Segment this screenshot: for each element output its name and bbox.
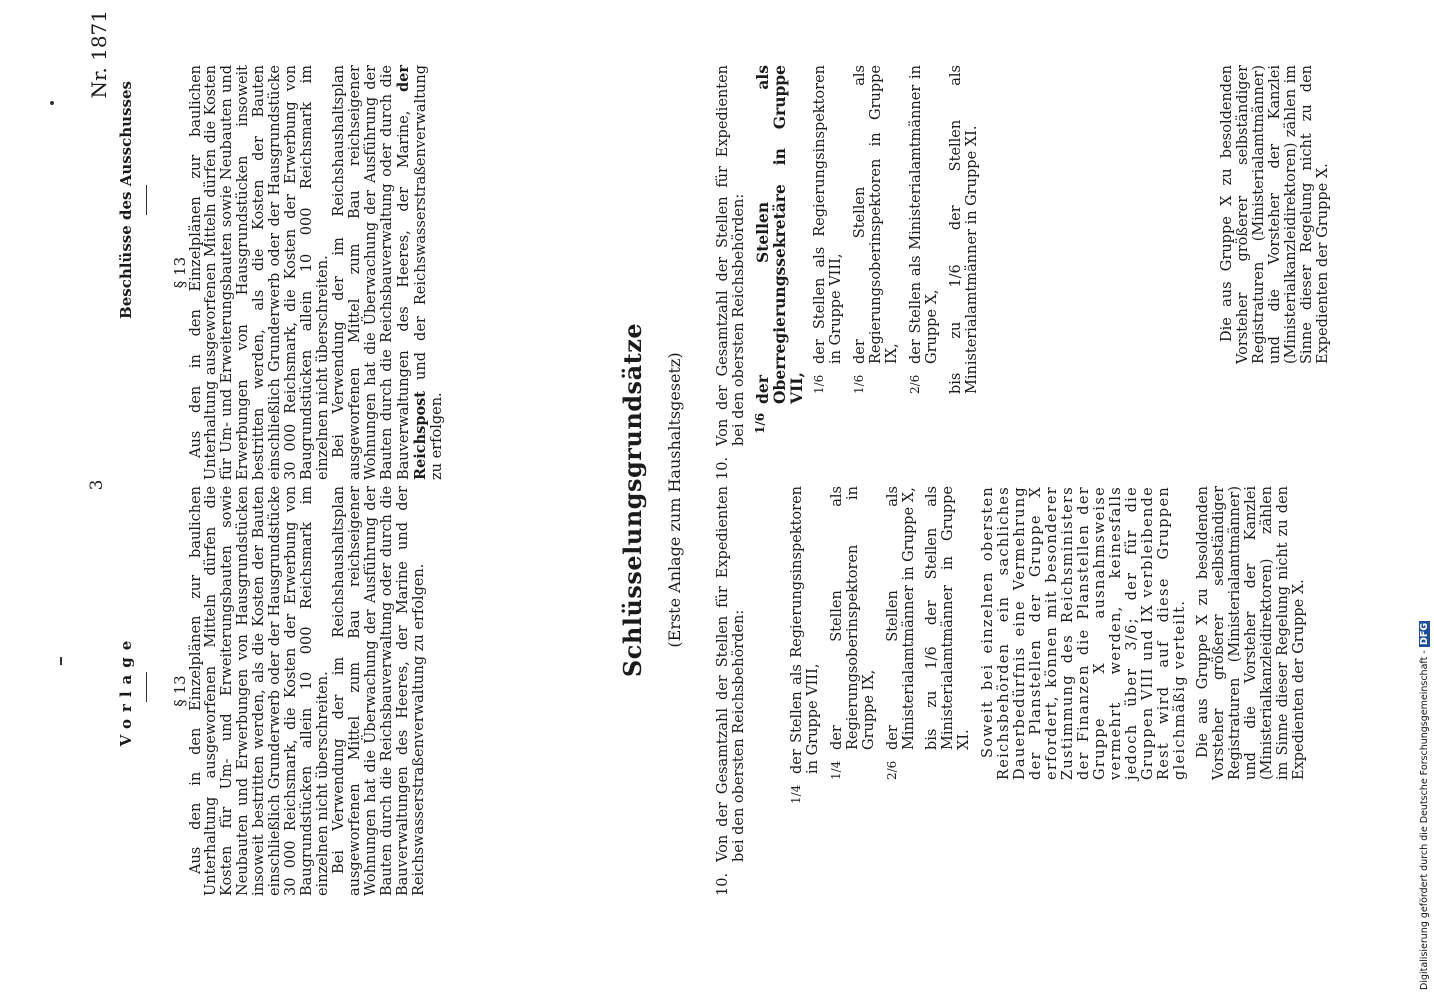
left-item-closing: Die aus Gruppe X zu besoldenden Vorsteher größerer selbständiger Registraturen (Ministerialamtmänner) und die Vorsteher der Kanzlei (Ministerialkanzleidirektoren) zählen im Sinne dieser Regelung nicht zu den Expedienten der Gruppe X. bbox=[1195, 486, 1308, 780]
credit-text: Digitalisierung gefördert durch die Deutsche Forschungsgemeinschaft - bbox=[1419, 647, 1430, 990]
beschluesse-paragraph-1: Aus den in den Einzelplänen zur baulichen Unterhaltung ausgeworfenen Mitteln dürfen die Kosten für Um- und Erweiterungsbauten sowie Neubauten und Erwerbungen von Hausgrundstücken insoweit bestritten werden, als die Kosten der Bauten einschließlich Grunderwerb oder der Hausgrundstücke 30 000 Reichsmark, die Kosten der Erwerbung von Baugrundstücken allein 10 000 Reichsmark im einzelnen nicht überschreiten. bbox=[187, 65, 331, 480]
dfg-logo: DFG bbox=[1419, 623, 1430, 646]
left-item-number: 10. bbox=[715, 872, 731, 896]
left-item-text: der Stellen als Regierungsoberinspektoren in Gruppe IX, bbox=[828, 486, 877, 750]
scan-speck bbox=[50, 101, 54, 105]
digitization-credit bbox=[1419, 8, 1433, 990]
left-item-fraction: 1/4 bbox=[788, 784, 803, 804]
right-item-fraction: 1/6 bbox=[851, 374, 866, 394]
right-item-row bbox=[949, 65, 981, 480]
beschluesse-section-title: § 13 bbox=[171, 256, 189, 289]
right-item-fraction: 1/6 bbox=[812, 374, 827, 394]
header-rule-left bbox=[146, 672, 147, 702]
left-item-10 bbox=[716, 486, 1308, 896]
right-item-fraction: 1/6 bbox=[752, 412, 767, 434]
right-item-10-intro bbox=[716, 65, 748, 480]
vorlage-column bbox=[172, 486, 428, 896]
right-item-text: der Stellen als Ministerialamtmänner in Gruppe X, bbox=[907, 65, 940, 364]
left-item-10-intro bbox=[716, 486, 748, 896]
beschluesse-paragraph-2-end: und der Reichswasserstraßenverwaltung zu erfolgen. bbox=[412, 64, 445, 480]
beschluesse-column bbox=[172, 65, 446, 480]
right-item-text: der Stellen als Oberregierungssekretäre in Gruppe VII, bbox=[752, 65, 806, 404]
left-item-row bbox=[830, 486, 878, 896]
left-item-text: der Stellen als Regierungsinspektoren in Gruppe VIII, bbox=[788, 486, 821, 774]
right-item-text: bis zu 1/6 der Stellen als Ministerialamtmänner in Gruppe XI. bbox=[947, 65, 980, 394]
beschluesse-paragraph-2-bold: der Reichspost bbox=[394, 65, 429, 480]
scan-speck bbox=[60, 657, 62, 665]
header-rule-right bbox=[146, 185, 147, 215]
left-item-fraction: 2/6 bbox=[884, 760, 899, 780]
document-subheading: (Erste Anlage zum Haushaltsgesetz) bbox=[665, 352, 684, 648]
right-item-number: 10. bbox=[715, 456, 731, 480]
left-item-text: bis zu 1/6 der Stellen als Ministerialamtmänner in Gruppe XI. bbox=[924, 486, 973, 750]
left-item-note: Soweit bei einzelnen obersten Reichsbehörden ein sachliches Dauerbedürfnis eine Vermehrung der Planstellen der Gruppe X erfordert, können mit besonderer Zustimmung des Reichsministers der Finanzen die Planstellen der Gruppe X ausnahmsweise vermehrt werden, keinesfalls jedoch über 3/6; der für die Gruppen VIII und IX verbleibende Rest wird auf diese Gruppen gleichmäßig verteilt. bbox=[980, 486, 1188, 780]
beschluesse-paragraph-2 bbox=[332, 65, 446, 480]
right-item-fraction: 2/6 bbox=[907, 374, 922, 394]
right-item-closing: Die aus Gruppe X zu besoldenden Vorsteher größerer selbständiger Registraturen (Ministerialamtmänner) und die Vorsteher der Kanzlei (Ministerialkanzleidirektoren) zählen im Sinne dieser Regelung nicht zu den Expedienten der Gruppe X. bbox=[1219, 65, 1332, 364]
vorlage-section-title: § 13 bbox=[171, 675, 189, 707]
document-heading: Schlüsselungsgrundsätze bbox=[618, 322, 647, 678]
vorlage-paragraph-2: Bei Verwendung der im Reichshaushaltsplan ausgeworfenen Mittel zum Bau reichseigener Wohnungen hat die Überwachung der Ausführung der Bauten durch die Reichsbauverwaltung oder durch die Bauverwaltungen des Heeres, der Marine und der Reichswasserstraßenverwaltung zu erfolgen. bbox=[330, 486, 427, 896]
document-number: Nr. 1871 bbox=[87, 10, 111, 99]
header-vorlage: Vorlage bbox=[117, 633, 135, 747]
right-item-intro-text: Von der Gesamtzahl der Stellen für Expedienten bei den obersten Reichsbehörden: bbox=[715, 65, 747, 446]
beschluesse-paragraph-2-start: Bei Verwendung der im Reichshaushaltsplan ausgeworfenen Mittel zum Bau reichseigener Wohnungen hat die Überwachung der Ausführung der Bauten durch die Reichsbauverwaltung oder durch die Bauverwaltungen des Heeres, der Marine, bbox=[330, 65, 412, 480]
right-item-row-bold bbox=[754, 65, 805, 480]
right-item-row bbox=[909, 65, 941, 480]
left-item-text: der Stellen als Ministerialamtmänner in Gruppe X, bbox=[884, 486, 917, 750]
right-item-text: der Stellen als Regierungsinspektoren in Gruppe VIII, bbox=[812, 65, 844, 364]
left-item-row bbox=[790, 486, 822, 896]
left-item-intro-text: Von der Gesamtzahl der Stellen für Expedienten bei den obersten Reichsbehörden: bbox=[715, 486, 747, 862]
right-item-10 bbox=[716, 65, 1332, 480]
left-item-row bbox=[886, 486, 918, 896]
left-item-row bbox=[925, 486, 973, 896]
page-number: 3 bbox=[87, 479, 107, 491]
right-item-text: der Stellen als Regierungsoberinspektoren in Gruppe IX, bbox=[851, 65, 900, 364]
right-item-row bbox=[853, 65, 901, 480]
left-item-fraction: 1/4 bbox=[828, 760, 843, 780]
vorlage-paragraph-1: Aus den in den Einzelplänen zur baulichen Unterhaltung ausgeworfenen Mitteln dürfen die Kosten für Um- und Erweiterungsbauten sowie Neubauten und Erwerbungen von Hausgrundstücken insoweit bestritten werden, als die Kosten der Bauten einschließlich Grunderwerb oder der Hausgrundstücke 30 000 Reichsmark, die Kosten der Erwerbung von Baugrundstücken allein 10 000 Reichsmark im einzelnen nicht überschreiten. bbox=[187, 486, 331, 896]
header-beschluesse: Beschlüsse des Ausschusses bbox=[117, 81, 135, 319]
right-item-row bbox=[813, 65, 845, 480]
